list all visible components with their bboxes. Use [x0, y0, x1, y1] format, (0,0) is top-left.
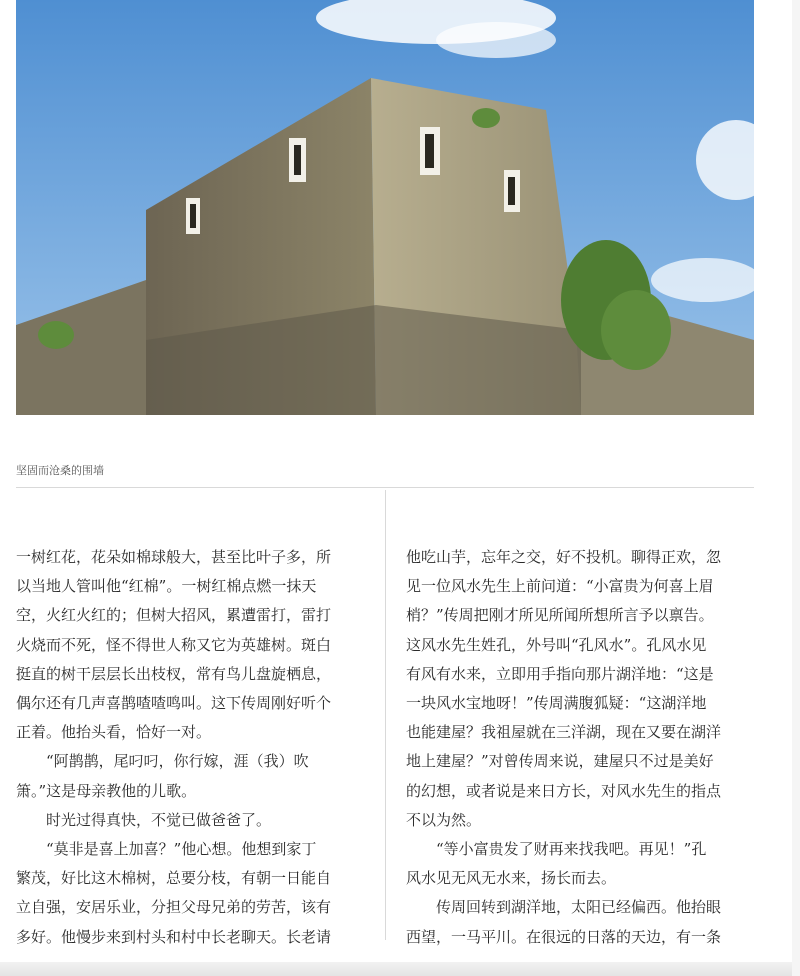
column-divider [385, 490, 386, 940]
text-line: 也能建屋？我祖屋就在三洋湖，现在又要在湖洋 [406, 723, 722, 742]
text-line: 梢？”传周把刚才所见所闻所想所言予以禀告。 [406, 606, 714, 625]
text-line: 空，火红火红的；但树大招风，累遭雷打，雷打 [16, 606, 332, 625]
text-line: “阿鹊鹊，尾叼叼，你行嫁，涯（我）吹 [16, 752, 309, 771]
text-line: 火烧而不死，怪不得世人称又它为英雄树。斑白 [16, 635, 332, 654]
text-line: 他吃山芋，忘年之交，好不投机。聊得正欢，忽 [406, 548, 722, 566]
text-line: 以当地人管叫他“红棉”。一树红棉点燃一抹天 [16, 577, 317, 596]
fortress-photo [16, 0, 754, 415]
text-line: 见一位风水先生上前问道：“小富贵为何喜上眉 [406, 577, 714, 596]
text-line: 不以为然。 [406, 810, 482, 829]
text-line: 风水见无风无水来，扬长而去。 [406, 869, 617, 888]
text-line: 这风水先生姓孔，外号叫“孔风水”。孔风水见 [406, 635, 707, 654]
text-line: 繁茂，好比这木棉树，总要分枝，有朝一日能自 [16, 869, 332, 888]
page-right-edge [792, 0, 800, 976]
caption-divider [16, 487, 754, 488]
text-line: “莫非是喜上加喜？”他心想。他想到家丁 [16, 840, 317, 859]
text-line: 西望，一马平川。在很远的日落的天边，有一条 [406, 927, 722, 946]
article-column-left [16, 543, 366, 952]
text-line: 地上建屋？”对曾传周来说，建屋只不过是美好 [406, 752, 714, 771]
page-bottom-edge [0, 962, 800, 976]
text-line: 立自强，安居乐业，分担父母兄弟的劳苦，该有 [16, 898, 332, 917]
text-line: 的幻想，或者说是来日方长，对风水先生的指点 [406, 781, 722, 800]
text-line: 多好。他慢步来到村头和村中长老聊天。长老请 [16, 927, 332, 946]
text-line: “等小富贵发了财再来找我吧。再见！”孔 [406, 840, 707, 859]
text-line: 正着。他抬头看，恰好一对。 [16, 723, 212, 742]
text-line: 挺直的树干层层长出枝杈，常有鸟儿盘旋栖息， [16, 664, 332, 683]
text-line: 时光过得真快，不觉已做爸爸了。 [16, 810, 272, 829]
text-line: 一块风水宝地呀！”传周满腹狐疑：“这湖洋地 [406, 694, 707, 713]
photo-caption: 坚固而沧桑的围墙 [16, 464, 104, 477]
article-column-right [406, 543, 756, 952]
text-line: 传周回转到湖洋地，太阳已经偏西。他抬眼 [406, 898, 722, 917]
text-line: 一树红花，花朵如棉球般大，甚至比叶子多，所 [16, 548, 332, 566]
text-line: 偶尔还有几声喜鹊喳喳鸣叫。这下传周刚好听个 [16, 694, 332, 713]
text-line: 箫。”这是母亲教他的儿歌。 [16, 781, 197, 800]
text-line: 有风有水来，立即用手指向那片湖洋地：“这是 [406, 664, 714, 683]
